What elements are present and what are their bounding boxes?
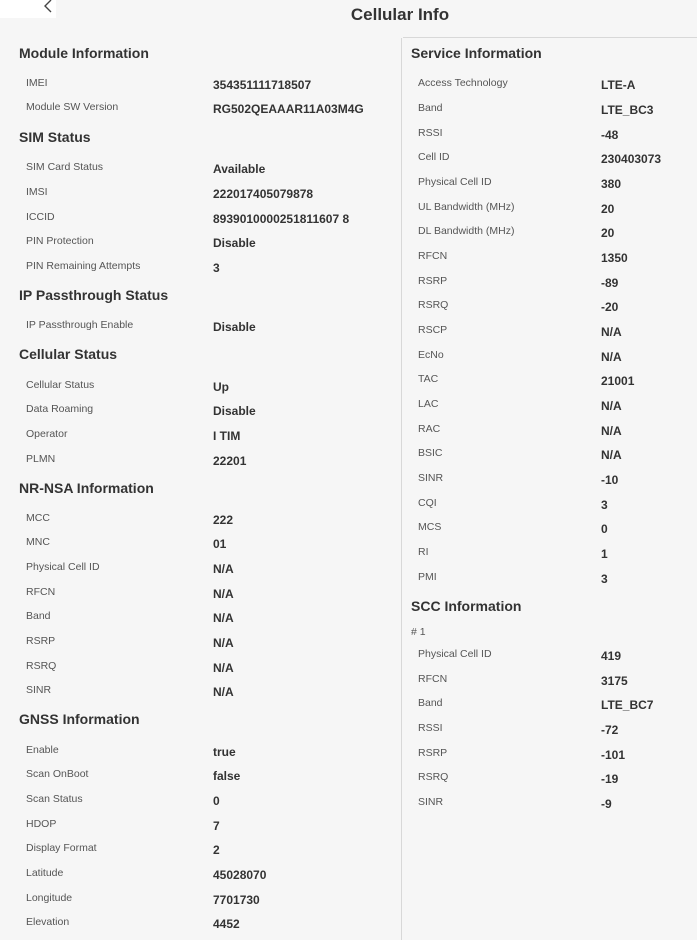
row-label: RFCN (418, 250, 448, 262)
info-row-dl-bandwidth (402, 225, 697, 245)
row-label: Scan Status (26, 793, 83, 805)
section-module-information: Module Information (19, 45, 149, 61)
row-label: Latitude (26, 867, 64, 879)
info-row-plmn (0, 453, 401, 473)
row-value: 2 (213, 843, 220, 857)
row-value: N/A (213, 587, 234, 601)
info-row-nr-physical-cell-id (0, 561, 401, 581)
row-label: Display Format (26, 842, 97, 854)
info-row-operator (0, 428, 401, 448)
info-row-ul-bandwidth (402, 201, 697, 221)
row-value: -89 (601, 276, 619, 290)
row-label: LAC (418, 398, 439, 410)
row-value: Up (213, 380, 229, 394)
row-label: Elevation (26, 916, 70, 928)
row-value: N/A (213, 562, 234, 576)
section-nr-nsa-information: NR-NSA Information (19, 480, 154, 496)
info-row-module-sw-version (0, 101, 401, 121)
row-value: 4452 (213, 917, 240, 931)
info-row-bsic (402, 447, 697, 467)
info-row-cellular-status (0, 379, 401, 399)
info-row-scc-rsrp (402, 747, 697, 767)
row-label: MNC (26, 536, 50, 548)
row-label: MCC (26, 512, 50, 524)
info-row-ecno (402, 349, 697, 369)
scc-index-label: # 1 (411, 626, 426, 638)
row-value: 0 (213, 794, 220, 808)
row-value: 1 (601, 547, 608, 561)
section-scc-information: SCC Information (411, 598, 522, 614)
info-row-scc-physical-cell-id (402, 648, 697, 668)
row-value: N/A (213, 685, 234, 699)
row-label: RSRP (418, 275, 448, 287)
row-value: N/A (601, 350, 622, 364)
row-label: Band (26, 610, 51, 622)
row-value: 01 (213, 537, 227, 551)
row-label: UL Bandwidth (MHz) (418, 201, 515, 213)
row-label: RSCP (418, 324, 448, 336)
row-label: RI (418, 546, 429, 558)
row-value: 3175 (601, 674, 628, 688)
row-label: Module SW Version (26, 101, 119, 113)
row-label: ICCID (26, 211, 55, 223)
row-label: RSRQ (418, 771, 449, 783)
info-row-scc-rsrq (402, 771, 697, 791)
info-row-mcs (402, 521, 697, 541)
row-value: 230403073 (601, 152, 662, 166)
info-row-tac (402, 373, 697, 393)
row-label: Enable (26, 744, 59, 756)
row-label: DL Bandwidth (MHz) (418, 225, 515, 237)
row-label: Data Roaming (26, 403, 94, 415)
row-label: RSSI (418, 722, 443, 734)
row-label: Band (418, 102, 443, 114)
row-value: 1350 (601, 251, 628, 265)
row-value: N/A (213, 636, 234, 650)
info-row-longitude (0, 892, 401, 912)
info-row-sinr (402, 472, 697, 492)
info-row-rfcn (402, 250, 697, 270)
row-value: -10 (601, 473, 619, 487)
info-row-iccid (0, 211, 401, 231)
row-label: BSIC (418, 447, 443, 459)
info-row-physical-cell-id (402, 176, 697, 196)
row-value: 3 (601, 498, 608, 512)
info-row-nr-sinr (0, 684, 401, 704)
row-label: EcNo (418, 349, 444, 361)
info-row-scan-onboot (0, 768, 401, 788)
row-value: 3 (601, 572, 608, 586)
row-value: 21001 (601, 374, 635, 388)
info-row-lac (402, 398, 697, 418)
row-value: LTE_BC3 (601, 103, 654, 117)
row-label: SINR (418, 472, 444, 484)
info-row-scc-rfcn (402, 673, 697, 693)
info-row-imsi (0, 186, 401, 206)
row-label: Access Technology (418, 77, 508, 89)
row-label: RSSI (418, 127, 443, 139)
row-value: Disable (213, 404, 256, 418)
row-value: Disable (213, 236, 256, 250)
row-value: 20 (601, 226, 615, 240)
row-value: I TIM (213, 429, 241, 443)
row-label: Longitude (26, 892, 73, 904)
row-value: 380 (601, 177, 622, 191)
row-value: false (213, 769, 241, 783)
info-row-mnc (0, 536, 401, 556)
row-label: Scan OnBoot (26, 768, 89, 780)
info-row-cell-id (402, 151, 697, 171)
row-label: CQI (418, 497, 437, 509)
header-divider (403, 37, 697, 38)
info-row-nr-rsrq (0, 660, 401, 680)
row-value: 7 (213, 819, 220, 833)
row-value: RG502QEAAAR11A03M4G (213, 102, 364, 116)
section-service-information: Service Information (411, 45, 542, 61)
info-row-rsrq (402, 299, 697, 319)
info-row-pin-remaining-attempts (0, 260, 401, 280)
row-label: TAC (418, 373, 439, 385)
info-row-display-format (0, 842, 401, 862)
section-ip-passthrough-status: IP Passthrough Status (19, 287, 169, 303)
info-row-rac (402, 423, 697, 443)
info-row-rsrp (402, 275, 697, 295)
row-label: PIN Protection (26, 235, 94, 247)
row-label: Physical Cell ID (418, 176, 492, 188)
row-label: RFCN (26, 586, 56, 598)
info-row-latitude (0, 867, 401, 887)
row-value: 0 (601, 522, 608, 536)
row-label: SIM Card Status (26, 161, 104, 173)
info-row-nr-band (0, 610, 401, 630)
row-label: RSRP (418, 747, 448, 759)
row-value: N/A (601, 424, 622, 438)
row-value: 20 (601, 202, 615, 216)
row-label: Operator (26, 428, 68, 440)
info-row-mcc (0, 512, 401, 532)
info-row-nr-rsrp (0, 635, 401, 655)
info-row-ri (402, 546, 697, 566)
row-label: Physical Cell ID (26, 561, 100, 573)
row-value: 45028070 (213, 868, 267, 882)
row-value: -9 (601, 797, 612, 811)
row-value: 222017405079878 (213, 187, 314, 201)
row-value: N/A (601, 399, 622, 413)
row-value: N/A (601, 448, 622, 462)
info-row-pin-protection (0, 235, 401, 255)
row-value: LTE_BC7 (601, 698, 654, 712)
row-label: Band (418, 697, 443, 709)
row-label: RSRP (26, 635, 56, 647)
info-row-data-roaming (0, 403, 401, 423)
info-row-scc-sinr (402, 796, 697, 816)
info-row-pmi (402, 571, 697, 591)
info-row-rscp (402, 324, 697, 344)
row-label: SINR (26, 684, 52, 696)
info-row-hdop (0, 818, 401, 838)
row-value: N/A (601, 325, 622, 339)
row-label: Cell ID (418, 151, 450, 163)
row-label: RSRQ (26, 660, 57, 672)
info-row-scc-band (402, 697, 697, 717)
row-value: N/A (213, 661, 234, 675)
row-value: 419 (601, 649, 622, 663)
row-value: 22201 (213, 454, 247, 468)
row-label: PIN Remaining Attempts (26, 260, 141, 272)
row-value: true (213, 745, 236, 759)
row-label: RSRQ (418, 299, 449, 311)
info-row-cqi (402, 497, 697, 517)
page-title: Cellular Info (350, 5, 450, 24)
top-bar (0, 0, 697, 37)
section-cellular-status: Cellular Status (19, 346, 118, 362)
info-row-imei (0, 77, 401, 97)
row-label: Physical Cell ID (418, 648, 492, 660)
row-value: Disable (213, 320, 256, 334)
section-gnss-information: GNSS Information (19, 711, 140, 727)
info-row-nr-rfcn (0, 586, 401, 606)
row-label: HDOP (26, 818, 57, 830)
row-value: -19 (601, 772, 619, 786)
info-row-ip-passthrough-enable (0, 319, 401, 339)
row-label: IP Passthrough Enable (26, 319, 134, 331)
row-label: SINR (418, 796, 444, 808)
row-label: IMSI (26, 186, 48, 198)
row-value: -72 (601, 723, 619, 737)
row-value: 3 (213, 261, 220, 275)
row-label: IMEI (26, 77, 48, 89)
row-value: 7701730 (213, 893, 260, 907)
row-label: PLMN (26, 453, 56, 465)
row-value: 222 (213, 513, 234, 527)
info-row-scc-rssi (402, 722, 697, 742)
row-value: Available (213, 162, 266, 176)
info-row-scan-status (0, 793, 401, 813)
row-label: RAC (418, 423, 441, 435)
row-label: MCS (418, 521, 442, 533)
info-row-gnss-enable (0, 744, 401, 764)
row-value: -20 (601, 300, 619, 314)
row-label: PMI (418, 571, 437, 583)
row-value: N/A (213, 611, 234, 625)
row-value: -48 (601, 128, 619, 142)
row-value: 354351111718507 (213, 78, 312, 92)
info-row-sim-card-status (0, 161, 401, 181)
row-label: Cellular Status (26, 379, 95, 391)
row-value: 8939010000251811607 8 (213, 212, 350, 226)
row-value: LTE-A (601, 78, 636, 92)
info-row-elevation (0, 916, 401, 936)
row-value: -101 (601, 748, 626, 762)
info-row-access-technology (402, 77, 697, 97)
info-row-band (402, 102, 697, 122)
section-sim-status: SIM Status (19, 129, 91, 145)
info-row-rssi (402, 127, 697, 147)
row-label: RFCN (418, 673, 448, 685)
